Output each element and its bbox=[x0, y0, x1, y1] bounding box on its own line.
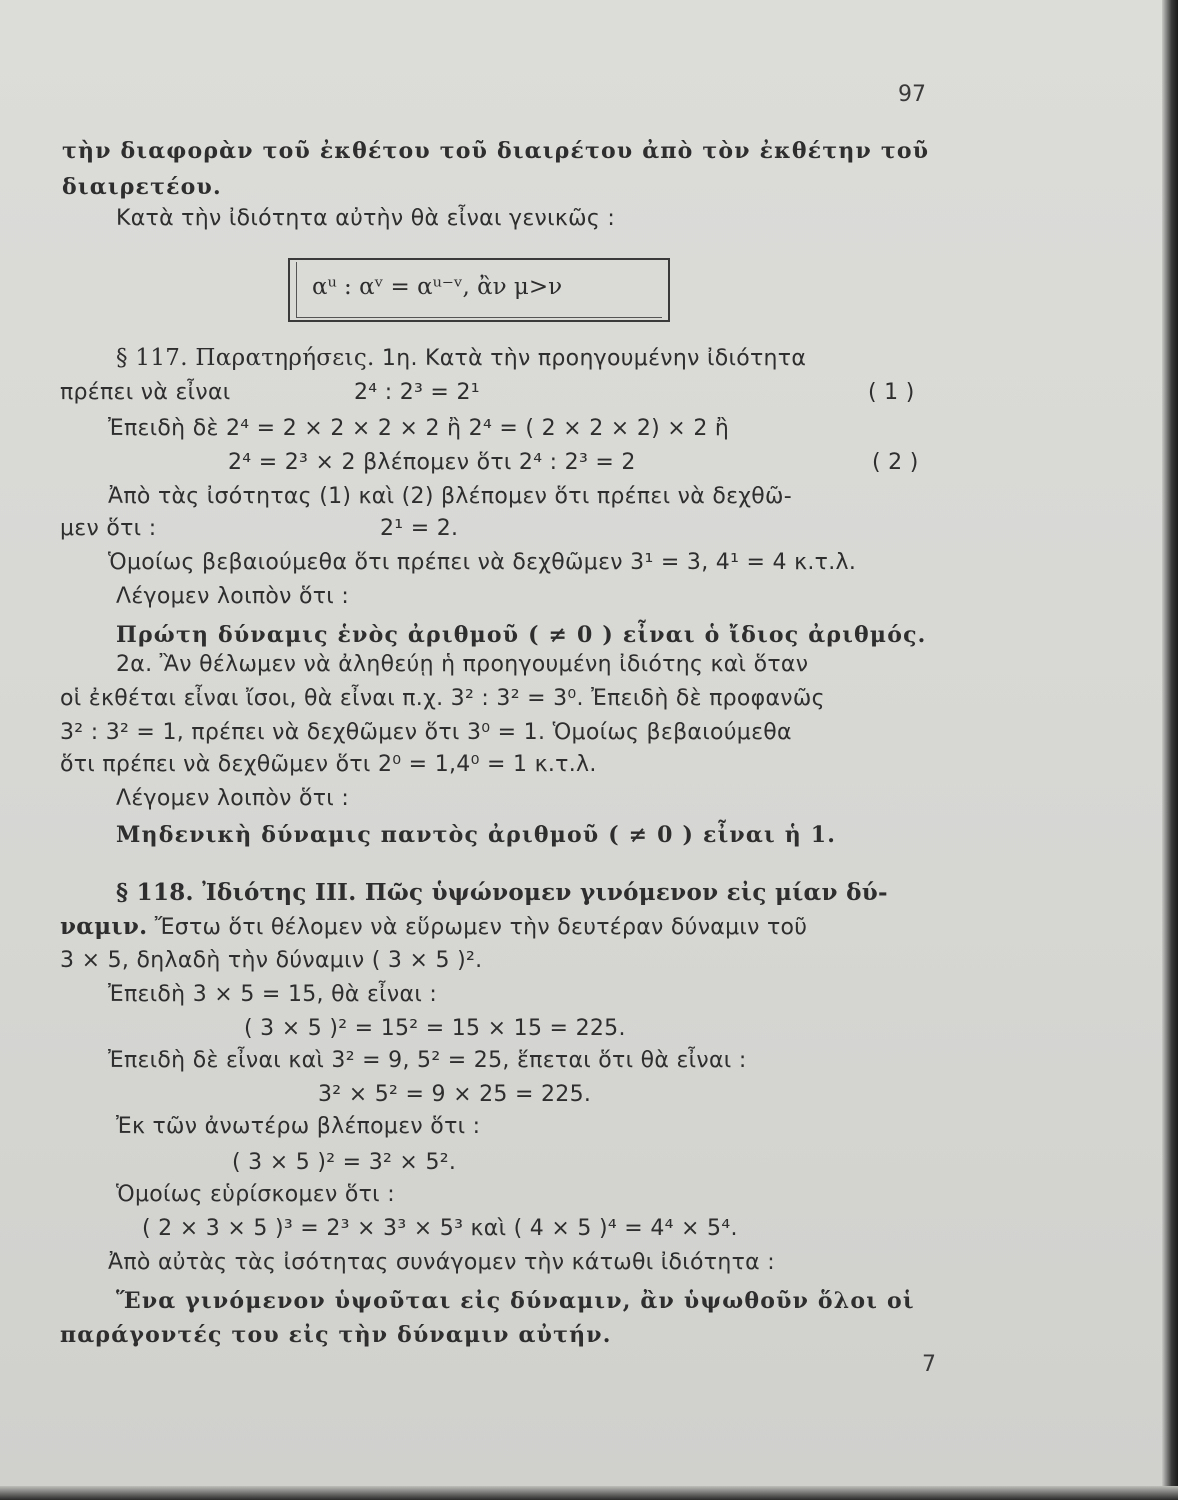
section-118-heading-line-2 bbox=[60, 912, 807, 943]
s117-line-4-eq: 2⁴ = 2³ × 2 βλέπομεν ὅτι 2⁴ : 2³ = 2 bbox=[228, 450, 636, 475]
s117-line-5: Ἀπὸ τὰς ἰσότητας (1) καὶ (2) βλέπομεν ὅτι πρέπει νὰ δεχθῶ- bbox=[108, 484, 793, 509]
formula-box bbox=[288, 258, 670, 322]
s118-rule-line-1: Ἕνα γινόμενον ὑψοῦται εἰς δύναμιν, ἂν ὑψωθοῦν ὅλοι οἱ bbox=[116, 1288, 915, 1314]
s118-line-12: Ἀπὸ αὐτὰς τὰς ἰσότητας συνάγομεν τὴν κάτωθι ἰδιότητα : bbox=[108, 1250, 775, 1275]
s118-line-7: 3² × 5² = 9 × 25 = 225. bbox=[318, 1082, 592, 1107]
section-118-heading-2: ναμιν. bbox=[60, 913, 148, 940]
section-117-heading-rest: 1η. Κατὰ τὴν προηγουμένην ἰδιότητα bbox=[381, 346, 807, 371]
section-118-heading-2-rest: Ἔστω ὅτι θέλομεν νὰ εὕρωμεν τὴν δευτέραν δύναμιν τοῦ bbox=[154, 915, 808, 940]
intro-line-2: διαιρετέου. bbox=[62, 174, 222, 200]
intro-line-1: τὴν διαφορὰν τοῦ ἐκθέτου τοῦ διαιρέτου ἀπὸ τὸν ἐκθέτην τοῦ bbox=[62, 138, 930, 164]
s117-line-12: 3² : 3² = 1, πρέπει νὰ δεχθῶμεν ὅτι 3⁰ = 1. Ὁμοίως βεβαιούμεθα bbox=[60, 720, 792, 745]
s117-rule-2: Μηδενικὴ δύναμις παντὸς ἀριθμοῦ ( ≠ 0 ) εἶναι ἡ 1. bbox=[116, 822, 837, 848]
s118-line-4: Ἐπειδὴ 3 × 5 = 15, θὰ εἶναι : bbox=[108, 982, 438, 1007]
s117-line-14: Λέγομεν λοιπὸν ὅτι : bbox=[116, 786, 350, 811]
s117-line-13: ὅτι πρέπει νὰ δεχθῶμεν ὅτι 2⁰ = 1,4⁰ = 1 κ.τ.λ. bbox=[60, 752, 597, 777]
s117-line-2-text: πρέπει νὰ εἶναι bbox=[60, 380, 231, 405]
page-bottom-shadow bbox=[0, 1486, 1178, 1500]
s118-line-5: ( 3 × 5 )² = 15² = 15 × 15 = 225. bbox=[244, 1016, 626, 1041]
s117-eq-number-1: ( 1 ) bbox=[868, 380, 915, 405]
s117-line-6-eq: 2¹ = 2. bbox=[380, 516, 459, 541]
intro-line-3: Κατὰ τὴν ἰδιότητα αὐτὴν θὰ εἶναι γενικῶς : bbox=[116, 206, 616, 231]
s118-line-6: Ἐπειδὴ δὲ εἶναι καὶ 3² = 9, 5² = 25, ἕπεται ὅτι θὰ εἶναι : bbox=[108, 1048, 747, 1073]
s117-line-8: Λέγομεν λοιπὸν ὅτι : bbox=[116, 584, 350, 609]
s117-eq-number-2: ( 2 ) bbox=[872, 450, 919, 475]
section-118-heading: § 118. Ἰδιότης ΙΙΙ. Πῶς ὑψώνομεν γινόμενον εἰς μίαν δύ- bbox=[116, 879, 888, 906]
s117-line-6-text: μεν ὅτι : bbox=[60, 516, 157, 541]
s117-rule-1: Πρώτη δύναμις ἑνὸς ἀριθμοῦ ( ≠ 0 ) εἶναι ὁ ἴδιος ἀριθμός. bbox=[116, 622, 927, 648]
s118-line-8: Ἐκ τῶν ἀνωτέρω βλέπομεν ὅτι : bbox=[116, 1114, 481, 1139]
s118-line-10: Ὁμοίως εὑρίσκομεν ὅτι : bbox=[116, 1182, 395, 1207]
s117-line-7: Ὁμοίως βεβαιούμεθα ὅτι πρέπει νὰ δεχθῶμεν 3¹ = 3, 4¹ = 4 κ.τ.λ. bbox=[108, 550, 857, 575]
s117-line-2-eq: 2⁴ : 2³ = 2¹ bbox=[354, 380, 480, 405]
section-117-heading: § 117. Παρατηρήσεις. bbox=[116, 345, 375, 371]
s117-line-3: Ἐπειδὴ δὲ 2⁴ = 2 × 2 × 2 × 2 ἢ 2⁴ = ( 2 × 2 × 2) × 2 ἢ bbox=[108, 416, 730, 441]
formula: αᵘ : αᵛ = αᵘ⁻ᵛ, ἂν μ>ν bbox=[312, 274, 563, 300]
page-edge-shadow bbox=[1162, 0, 1178, 1500]
s117-line-10: 2α. Ἂν θέλωμεν νὰ ἀληθεύῃ ἡ προηγουμένη ἰδιότης καὶ ὅταν bbox=[116, 652, 809, 677]
s117-line-11: οἱ ἐκθέται εἶναι ἴσοι, θὰ εἶναι π.χ. 3² : 3² = 3⁰. Ἐπειδὴ δὲ προφανῶς bbox=[60, 686, 825, 711]
s118-line-9: ( 3 × 5 )² = 3² × 5². bbox=[232, 1150, 457, 1175]
s118-line-3: 3 × 5, δηλαδὴ τὴν δύναμιν ( 3 × 5 )². bbox=[60, 948, 483, 973]
s118-line-11: ( 2 × 3 × 5 )³ = 2³ × 3³ × 5³ καὶ ( 4 × 5 )⁴ = 4⁴ × 5⁴. bbox=[142, 1216, 738, 1241]
s118-rule-line-2: παράγοντές του εἰς τὴν δύναμιν αὐτήν. bbox=[60, 1322, 612, 1348]
page-number: 97 bbox=[898, 82, 926, 107]
signature-mark: 7 bbox=[922, 1352, 936, 1377]
section-117-heading-line bbox=[116, 343, 806, 374]
